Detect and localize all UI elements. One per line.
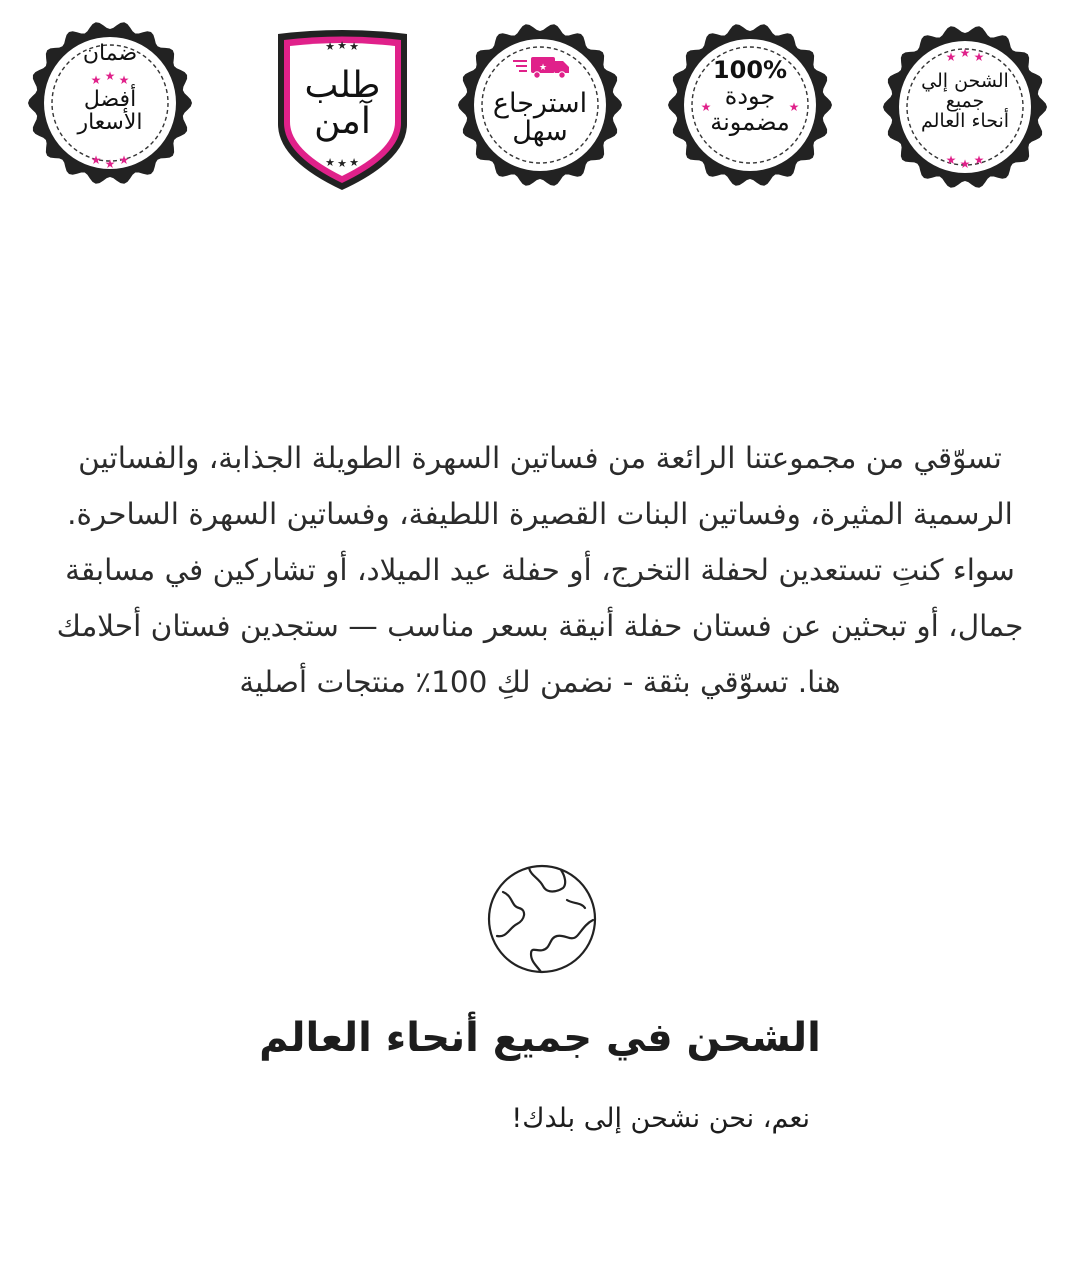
svg-text:★: ★ [104, 157, 116, 171]
svg-text:★: ★ [90, 153, 102, 167]
badge-label-line: الشحن إلي [921, 70, 1009, 92]
badge-label-line: أفضل [83, 87, 137, 112]
svg-text:★: ★ [945, 153, 957, 167]
badge-label [880, 72, 1050, 132]
shipping-title: الشحن في جميع أنحاء العالم [259, 1015, 821, 1061]
easy-return-badge [455, 20, 625, 190]
badge-label-line: طلب [304, 65, 381, 106]
svg-text:★: ★ [945, 50, 957, 64]
badge-label-line: جميع [945, 89, 985, 112]
svg-text:★: ★ [118, 153, 130, 167]
svg-text:★: ★ [325, 156, 335, 169]
badge-label-line: أنحاء العالم [920, 109, 1010, 132]
best-price-badge [25, 18, 195, 188]
svg-text:★: ★ [973, 50, 985, 64]
badge-label-line: آمن [314, 101, 371, 142]
badge-label [25, 88, 195, 134]
quality-badge [665, 20, 835, 190]
svg-text:★: ★ [538, 63, 548, 73]
badge-label-line: مضمونة [710, 107, 790, 136]
badge-label-line: 100% [712, 56, 788, 84]
badge-label-line: الأسعار [77, 110, 143, 136]
badge-label [665, 58, 835, 136]
svg-text:★: ★ [349, 40, 359, 53]
shipping-subtitle: نعم، نحن نشحن إلى بلدك! [511, 1103, 810, 1134]
trust-badges [0, 0, 1080, 210]
svg-text:★: ★ [118, 73, 130, 87]
svg-text:★: ★ [90, 73, 102, 87]
svg-text:★: ★ [959, 46, 971, 60]
svg-text:★: ★ [337, 157, 347, 170]
badge-label [25, 42, 195, 65]
product-description: تسوّقي من مجموعتنا الرائعة من فساتين السهرة الطويلة الجذابة، والفساتين الرسمية المثيرة، وفساتين البنات القصيرة اللطيفة، وفساتين السهرة الساحرة. سواء كنتِ تستعدين لحفلة التخرج، أو حفلة عيد الميلاد، أو تشاركين في مسابقة جمال، أو تبحثين عن فستان حفلة أنيقة بسعر مناسب — ستجدين فستان أحلامك هنا. تسوّقي بثقة - نضمن لكِ 100٪ منتجات أصلية [56, 441, 1024, 699]
svg-text:★: ★ [349, 156, 359, 169]
badge-label [455, 90, 625, 147]
svg-text:★: ★ [959, 157, 971, 171]
secure-order-badge [270, 28, 415, 193]
svg-text:★: ★ [973, 153, 985, 167]
svg-text:★: ★ [104, 69, 116, 83]
badge-label-line: ضمان [82, 41, 138, 66]
badge-label-line: استرجاع [492, 88, 588, 119]
worldwide-shipping-badge [880, 22, 1050, 192]
svg-text:★: ★ [700, 100, 712, 114]
svg-text:★: ★ [325, 40, 335, 53]
globe-icon [485, 862, 599, 976]
svg-text:★: ★ [788, 100, 800, 114]
badge-label [270, 65, 415, 142]
badge-label-line: جودة [724, 81, 776, 110]
badge-label-line: سهل [512, 116, 568, 148]
svg-text:★: ★ [337, 39, 347, 52]
